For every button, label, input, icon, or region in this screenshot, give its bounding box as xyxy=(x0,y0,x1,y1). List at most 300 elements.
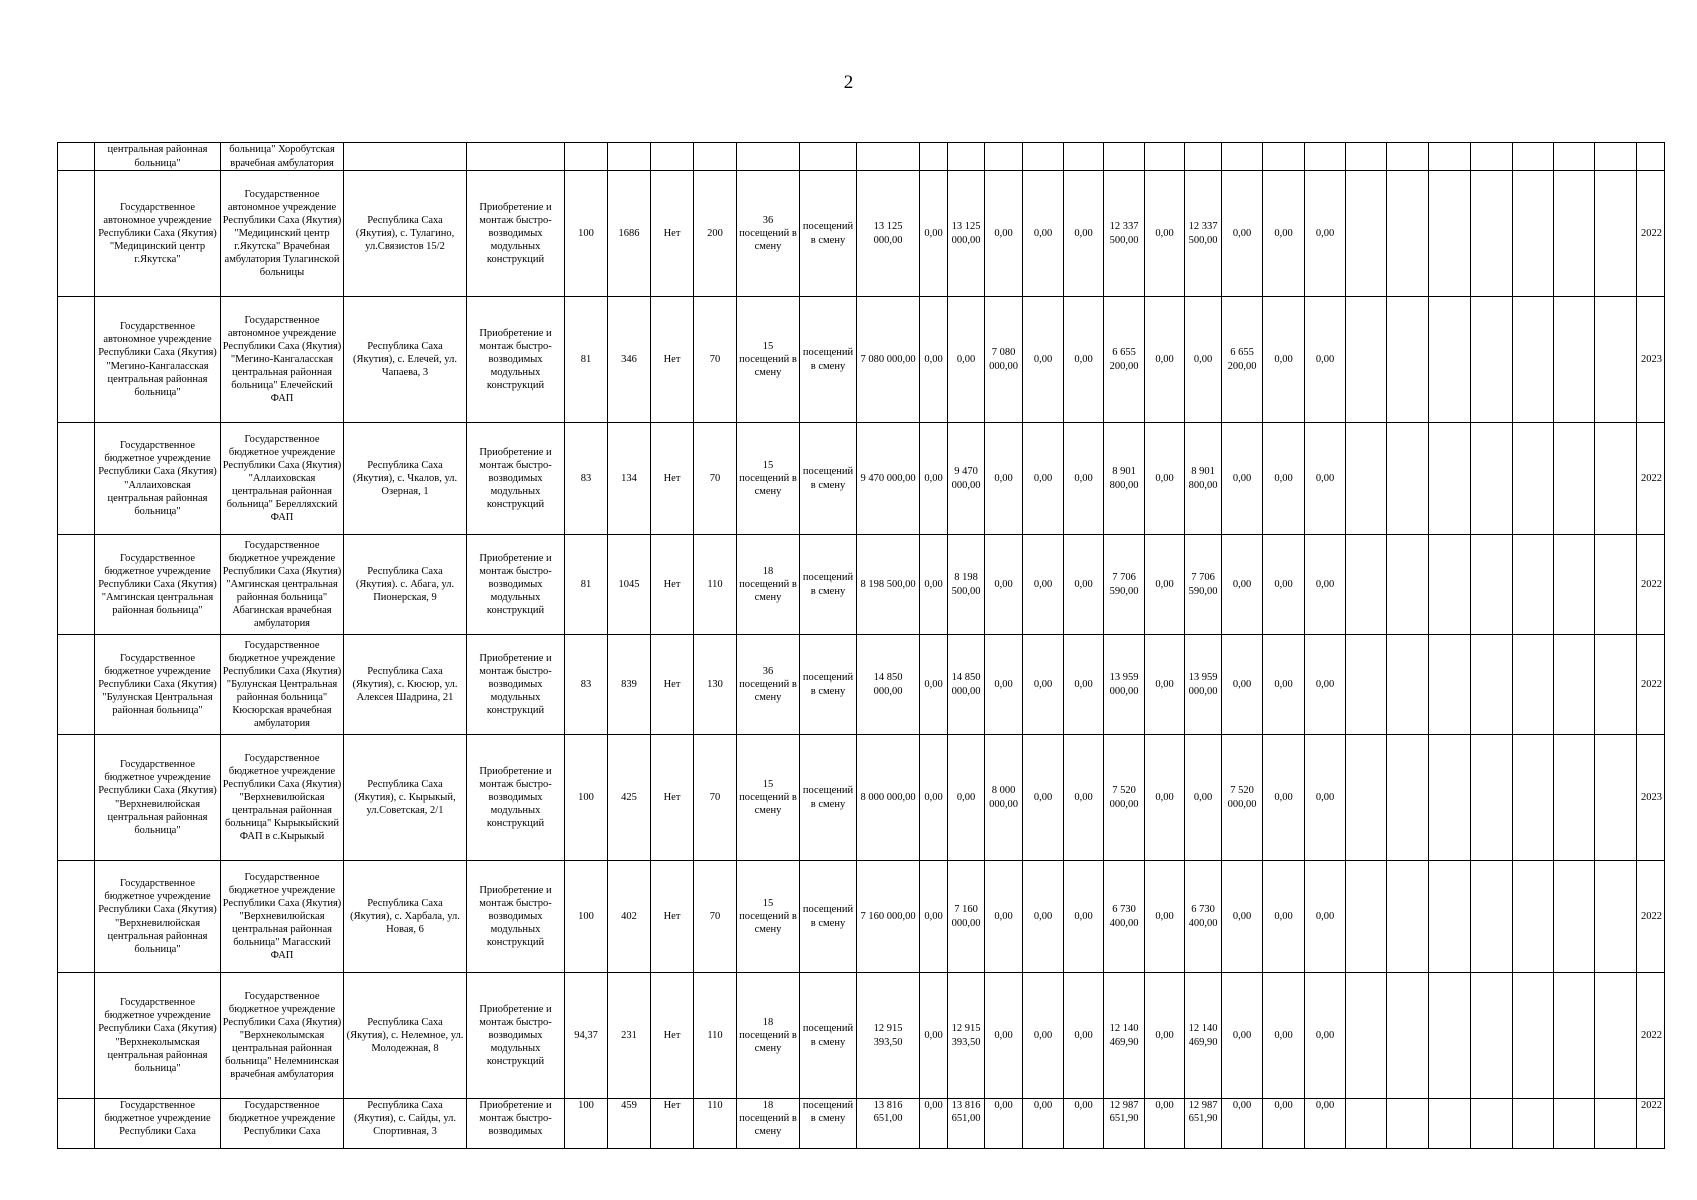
cell-blank xyxy=(1346,171,1387,297)
cell-blank xyxy=(467,143,565,171)
cell-facility: Государственное бюджетное учреждение Республики Саха (Якутия) "Верхнеколымская центральная районная больница" Нелемнинская врачебная амбулатория xyxy=(221,973,344,1099)
cell-blank xyxy=(1346,861,1387,973)
cell-organization: Государственное бюджетное учреждение Республики Саха (Якутия) "Верхневилюйская центральная районная больница" xyxy=(95,861,221,973)
cell-blank xyxy=(1595,535,1637,635)
cell-organization: Государственное автономное учреждение Республики Саха (Якутия) "Медицинский центр г.Якутска" xyxy=(95,171,221,297)
cell-area: 110 xyxy=(694,535,737,635)
cell-blank xyxy=(857,143,920,171)
cell-amount-c9: 12 987 651,90 xyxy=(1185,1099,1222,1149)
cell-blank xyxy=(1554,635,1595,735)
cell-blank xyxy=(1429,171,1471,297)
table-row xyxy=(58,297,1665,423)
cell-address: Республика Саха (Якутия), с. Кюсюр, ул. Алексея Шадрина, 21 xyxy=(344,635,467,735)
cell-amount-c5: 0,00 xyxy=(1023,735,1064,861)
cell-flag: Нет xyxy=(651,171,694,297)
cell-amount-c11: 0,00 xyxy=(1263,423,1305,535)
cell-unit: посещений в смену xyxy=(800,535,857,635)
cell-blank xyxy=(1554,171,1595,297)
cell-population: 839 xyxy=(608,635,651,735)
cell-flag: Нет xyxy=(651,973,694,1099)
cell-capacity: 15 посещений в смену xyxy=(737,735,800,861)
cell-amount-c4: 0,00 xyxy=(985,1099,1023,1149)
cell-amount-c7: 12 987 651,90 xyxy=(1104,1099,1145,1149)
cell-amount-c10: 0,00 xyxy=(1222,861,1263,973)
cell-area: 110 xyxy=(694,1099,737,1149)
cell-percent: 83 xyxy=(565,423,608,535)
cell-amount-c9: 0,00 xyxy=(1185,735,1222,861)
cell-blank xyxy=(1387,735,1429,861)
cell-blank xyxy=(1263,143,1305,171)
cell-blank xyxy=(58,973,95,1099)
cell-amount-c5: 0,00 xyxy=(1023,973,1064,1099)
cell-blank xyxy=(1346,635,1387,735)
cell-amount-c2: 0,00 xyxy=(920,973,948,1099)
cell-flag: Нет xyxy=(651,861,694,973)
cell-flag: Нет xyxy=(651,735,694,861)
cell-blank xyxy=(1513,297,1554,423)
cell-amount-c7: 7 706 590,00 xyxy=(1104,535,1145,635)
cell-amount-c11: 0,00 xyxy=(1263,171,1305,297)
cell-blank xyxy=(1145,143,1185,171)
cell-organization: Государственное бюджетное учреждение Республики Саха xyxy=(95,1099,221,1149)
cell-amount-c12: 0,00 xyxy=(1305,973,1346,1099)
cell-year: 2022 xyxy=(1637,1099,1665,1149)
cell-facility: Государственное автономное учреждение Республики Саха (Якутия) "Медицинский центр г.Якутска" Врачебная амбулатория Тулагинской больницы xyxy=(221,171,344,297)
cell-population: 459 xyxy=(608,1099,651,1149)
cell-address: Республика Саха (Якутия), с. Кырыкый, ул.Советская, 2/1 xyxy=(344,735,467,861)
cell-blank xyxy=(1554,535,1595,635)
cell-amount-c11: 0,00 xyxy=(1263,535,1305,635)
cell-amount-c3: 8 198 500,00 xyxy=(948,535,985,635)
cell-blank xyxy=(1064,143,1104,171)
cell-blank xyxy=(1429,735,1471,861)
cell-amount-c8: 0,00 xyxy=(1145,171,1185,297)
cell-amount-c10: 0,00 xyxy=(1222,535,1263,635)
cell-unit: посещений в смену xyxy=(800,635,857,735)
cell-organization: Государственное бюджетное учреждение Республики Саха (Якутия) "Булунская Центральная районная больница" xyxy=(95,635,221,735)
cell-amount-c4: 0,00 xyxy=(985,861,1023,973)
cell-amount-c11: 0,00 xyxy=(1263,635,1305,735)
cell-facility: Государственное бюджетное учреждение Республики Саха (Якутия) "Булунская Центральная районная больница" Кюсюрская врачебная амбулатория xyxy=(221,635,344,735)
cell-address: Республика Саха (Якутия), с. Тулагино, ул.Связистов 15/2 xyxy=(344,171,467,297)
cell-amount-c12: 0,00 xyxy=(1305,171,1346,297)
cell-blank xyxy=(1595,171,1637,297)
cell-area: 110 xyxy=(694,973,737,1099)
cell-year: 2022 xyxy=(1637,861,1665,973)
cell-facility: Государственное бюджетное учреждение Республики Саха (Якутия) "Верхневилюйская центральная районная больница" Магасский ФАП xyxy=(221,861,344,973)
cell-amount-c12: 0,00 xyxy=(1305,535,1346,635)
cell-amount-c10: 0,00 xyxy=(1222,423,1263,535)
cell-amount-c6: 0,00 xyxy=(1064,861,1104,973)
cell-amount-c3: 13 125 000,00 xyxy=(948,171,985,297)
cell-blank xyxy=(1513,1099,1554,1149)
cell-blank xyxy=(1346,973,1387,1099)
cell-amount-c5: 0,00 xyxy=(1023,297,1064,423)
cell-amount-c4: 0,00 xyxy=(985,423,1023,535)
cell-blank xyxy=(344,143,467,171)
cell-year: 2022 xyxy=(1637,635,1665,735)
cell-facility: Государственное бюджетное учреждение Республики Саха (Якутия) "Верхневилюйская центральная районная больница" Кырыкыйский ФАП в с.Кырыкый xyxy=(221,735,344,861)
cell-amount-c3: 0,00 xyxy=(948,297,985,423)
cell-population: 425 xyxy=(608,735,651,861)
cell-blank xyxy=(1513,143,1554,171)
cell-total-cost: 7 160 000,00 xyxy=(857,861,920,973)
cell-amount-c2: 0,00 xyxy=(920,423,948,535)
cell-blank xyxy=(1554,735,1595,861)
cell-blank xyxy=(1554,1099,1595,1149)
cell-blank xyxy=(1429,861,1471,973)
cell-amount-c11: 0,00 xyxy=(1263,1099,1305,1149)
cell-amount-c3: 0,00 xyxy=(948,735,985,861)
cell-blank xyxy=(920,143,948,171)
cell-address: Республика Саха (Якутия), с. Елечей, ул. Чапаева, 3 xyxy=(344,297,467,423)
cell-work-type: Приобретение и монтаж быстро-возводимых модульных конструкций xyxy=(467,861,565,973)
cell-amount-c2: 0,00 xyxy=(920,535,948,635)
cell-year: 2022 xyxy=(1637,973,1665,1099)
cell-organization: Государственное бюджетное учреждение Республики Саха (Якутия) "Верхнеколымская центральная районная больница" xyxy=(95,973,221,1099)
cell-unit: посещений в смену xyxy=(800,735,857,861)
cell-work-type: Приобретение и монтаж быстро-возводимых модульных конструкций xyxy=(467,635,565,735)
cell-amount-c8: 0,00 xyxy=(1145,973,1185,1099)
cell-blank xyxy=(1346,1099,1387,1149)
cell-amount-c8: 0,00 xyxy=(1145,635,1185,735)
cell-percent: 100 xyxy=(565,861,608,973)
cell-blank xyxy=(1513,535,1554,635)
cell-blank xyxy=(58,171,95,297)
cell-amount-c6: 0,00 xyxy=(1064,535,1104,635)
cell-blank xyxy=(58,143,95,171)
cell-blank xyxy=(1429,143,1471,171)
cell-blank xyxy=(1387,973,1429,1099)
cell-facility: Государственное бюджетное учреждение Республики Саха (Якутия) "Аллаиховская центральная районная больница" Берелляхский ФАП xyxy=(221,423,344,535)
cell-blank xyxy=(1595,297,1637,423)
cell-blank xyxy=(1346,297,1387,423)
cell-blank xyxy=(694,143,737,171)
cell-organization: Государственное автономное учреждение Республики Саха (Якутия) "Мегино-Кангаласская центральная районная больница" xyxy=(95,297,221,423)
cell-percent: 81 xyxy=(565,297,608,423)
cell-capacity: 15 посещений в смену xyxy=(737,297,800,423)
cell-amount-c2: 0,00 xyxy=(920,297,948,423)
cell-area: 70 xyxy=(694,861,737,973)
cell-amount-c12: 0,00 xyxy=(1305,735,1346,861)
cell-blank xyxy=(1513,635,1554,735)
cell-amount-c10: 6 655 200,00 xyxy=(1222,297,1263,423)
cell-blank xyxy=(1595,735,1637,861)
cell-blank xyxy=(1346,423,1387,535)
cell-amount-c5: 0,00 xyxy=(1023,861,1064,973)
cell-amount-c9: 8 901 800,00 xyxy=(1185,423,1222,535)
cell-amount-c3: 14 850 000,00 xyxy=(948,635,985,735)
cell-percent: 94,37 xyxy=(565,973,608,1099)
cell-total-cost: 7 080 000,00 xyxy=(857,297,920,423)
cell-amount-c6: 0,00 xyxy=(1064,973,1104,1099)
cell-blank xyxy=(1471,861,1513,973)
cell-total-cost: 13 125 000,00 xyxy=(857,171,920,297)
cell-blank xyxy=(1637,143,1665,171)
cell-blank xyxy=(1185,143,1222,171)
cell-blank xyxy=(1387,423,1429,535)
cell-blank xyxy=(1471,143,1513,171)
cell-amount-c11: 0,00 xyxy=(1263,973,1305,1099)
table-row xyxy=(58,861,1665,973)
cell-blank xyxy=(737,143,800,171)
cell-amount-c6: 0,00 xyxy=(1064,171,1104,297)
cell-amount-c7: 6 730 400,00 xyxy=(1104,861,1145,973)
cell-unit: посещений в смену xyxy=(800,973,857,1099)
cell-blank xyxy=(58,423,95,535)
cell-work-type: Приобретение и монтаж быстро-возводимых модульных конструкций xyxy=(467,535,565,635)
cell-blank xyxy=(1346,735,1387,861)
cell-amount-c9: 7 706 590,00 xyxy=(1185,535,1222,635)
cell-year: 2023 xyxy=(1637,297,1665,423)
cell-amount-c11: 0,00 xyxy=(1263,297,1305,423)
cell-organization: Государственное бюджетное учреждение Республики Саха (Якутия) "Аллаиховская центральная районная больница" xyxy=(95,423,221,535)
cell-facility: Государственное автономное учреждение Республики Саха (Якутия) "Мегино-Кангаласская центральная районная больница" Елечейский ФАП xyxy=(221,297,344,423)
cell-amount-c7: 12 140 469,90 xyxy=(1104,973,1145,1099)
cell-population: 402 xyxy=(608,861,651,973)
cell-blank xyxy=(1387,143,1429,171)
cell-amount-c2: 0,00 xyxy=(920,861,948,973)
cell-organization: Государственное бюджетное учреждение Республики Саха (Якутия) "Верхневилюйская центральная районная больница" xyxy=(95,735,221,861)
cell-amount-c4: 0,00 xyxy=(985,535,1023,635)
cell-blank xyxy=(1513,171,1554,297)
cell-blank xyxy=(1387,635,1429,735)
cell-flag: Нет xyxy=(651,1099,694,1149)
cell-blank xyxy=(1023,143,1064,171)
cell-amount-c5: 0,00 xyxy=(1023,635,1064,735)
cell-facility: больница" Хоробутская врачебная амбулатория xyxy=(221,143,344,171)
cell-amount-c7: 13 959 000,00 xyxy=(1104,635,1145,735)
cell-amount-c10: 0,00 xyxy=(1222,973,1263,1099)
cell-amount-c10: 7 520 000,00 xyxy=(1222,735,1263,861)
cell-amount-c6: 0,00 xyxy=(1064,735,1104,861)
cell-blank xyxy=(1222,143,1263,171)
cell-capacity: 18 посещений в смену xyxy=(737,535,800,635)
cell-population: 346 xyxy=(608,297,651,423)
cell-blank xyxy=(1554,143,1595,171)
cell-unit: посещений в смену xyxy=(800,423,857,535)
cell-population: 1045 xyxy=(608,535,651,635)
cell-blank xyxy=(651,143,694,171)
cell-blank xyxy=(1305,143,1346,171)
cell-amount-c2: 0,00 xyxy=(920,635,948,735)
cell-address: Республика Саха (Якутия), с. Нелемное, ул. Молодежная, 8 xyxy=(344,973,467,1099)
cell-area: 200 xyxy=(694,171,737,297)
cell-year: 2023 xyxy=(1637,735,1665,861)
cell-population: 231 xyxy=(608,973,651,1099)
cell-amount-c8: 0,00 xyxy=(1145,297,1185,423)
cell-flag: Нет xyxy=(651,297,694,423)
cell-amount-c10: 0,00 xyxy=(1222,635,1263,735)
cell-amount-c8: 0,00 xyxy=(1145,861,1185,973)
cell-blank xyxy=(1471,535,1513,635)
cell-blank xyxy=(1513,973,1554,1099)
table-row-continuation xyxy=(58,143,1665,171)
cell-blank xyxy=(1595,635,1637,735)
cell-area: 130 xyxy=(694,635,737,735)
table-row xyxy=(58,973,1665,1099)
cell-blank xyxy=(1554,861,1595,973)
cell-org: центральная районная больница" xyxy=(95,143,221,171)
cell-amount-c3: 7 160 000,00 xyxy=(948,861,985,973)
cell-year: 2022 xyxy=(1637,171,1665,297)
cell-flag: Нет xyxy=(651,423,694,535)
cell-amount-c3: 13 816 651,00 xyxy=(948,1099,985,1149)
cell-organization: Государственное бюджетное учреждение Республики Саха (Якутия) "Амгинская центральная районная больница" xyxy=(95,535,221,635)
cell-blank xyxy=(1513,735,1554,861)
cell-amount-c8: 0,00 xyxy=(1145,535,1185,635)
cell-total-cost: 9 470 000,00 xyxy=(857,423,920,535)
cell-capacity: 18 посещений в смену xyxy=(737,973,800,1099)
cell-blank xyxy=(1429,423,1471,535)
cell-facility: Государственное бюджетное учреждение Республики Саха (Якутия) "Амгинская центральная районная больница" Абагинская врачебная амбулатория xyxy=(221,535,344,635)
cell-percent: 100 xyxy=(565,735,608,861)
cell-amount-c12: 0,00 xyxy=(1305,635,1346,735)
cell-address: Республика Саха (Якутия). с. Абага, ул. Пионерская, 9 xyxy=(344,535,467,635)
cell-amount-c9: 6 730 400,00 xyxy=(1185,861,1222,973)
cell-blank xyxy=(1104,143,1145,171)
cell-blank xyxy=(1429,973,1471,1099)
cell-unit: посещений в смену xyxy=(800,297,857,423)
cell-blank xyxy=(1595,973,1637,1099)
cell-work-type: Приобретение и монтаж быстро-возводимых xyxy=(467,1099,565,1149)
cell-amount-c6: 0,00 xyxy=(1064,297,1104,423)
table-row xyxy=(58,423,1665,535)
cell-address: Республика Саха (Якутия), с. Харбала, ул. Новая, 6 xyxy=(344,861,467,973)
cell-year: 2022 xyxy=(1637,423,1665,535)
cell-amount-c12: 0,00 xyxy=(1305,1099,1346,1149)
cell-amount-c4: 0,00 xyxy=(985,635,1023,735)
cell-population: 134 xyxy=(608,423,651,535)
table-row xyxy=(58,171,1665,297)
cell-amount-c7: 8 901 800,00 xyxy=(1104,423,1145,535)
cell-blank xyxy=(1429,1099,1471,1149)
cell-blank xyxy=(58,297,95,423)
cell-amount-c5: 0,00 xyxy=(1023,423,1064,535)
cell-address: Республика Саха (Якутия), с. Сайды, ул. Спортивная, 3 xyxy=(344,1099,467,1149)
table-row xyxy=(58,535,1665,635)
cell-blank xyxy=(1429,635,1471,735)
cell-percent: 81 xyxy=(565,535,608,635)
cell-blank xyxy=(1595,423,1637,535)
cell-work-type: Приобретение и монтаж быстро-возводимых модульных конструкций xyxy=(467,297,565,423)
cell-capacity: 18 посещений в смену xyxy=(737,1099,800,1149)
cell-blank xyxy=(1595,861,1637,973)
cell-blank xyxy=(1471,1099,1513,1149)
page-number: 2 xyxy=(843,72,854,93)
cell-blank xyxy=(985,143,1023,171)
cell-amount-c11: 0,00 xyxy=(1263,735,1305,861)
cell-flag: Нет xyxy=(651,535,694,635)
cell-area: 70 xyxy=(694,423,737,535)
cell-blank xyxy=(58,635,95,735)
cell-unit: посещений в смену xyxy=(800,861,857,973)
cell-percent: 100 xyxy=(565,1099,608,1149)
cell-population: 1686 xyxy=(608,171,651,297)
cell-blank xyxy=(1387,535,1429,635)
cell-total-cost: 14 850 000,00 xyxy=(857,635,920,735)
cell-amount-c5: 0,00 xyxy=(1023,535,1064,635)
cell-blank xyxy=(1471,297,1513,423)
cell-blank xyxy=(1595,1099,1637,1149)
cell-amount-c12: 0,00 xyxy=(1305,423,1346,535)
cell-amount-c10: 0,00 xyxy=(1222,171,1263,297)
cell-blank xyxy=(58,861,95,973)
cell-amount-c7: 6 655 200,00 xyxy=(1104,297,1145,423)
cell-flag: Нет xyxy=(651,635,694,735)
cell-amount-c6: 0,00 xyxy=(1064,635,1104,735)
cell-blank xyxy=(1471,171,1513,297)
table-row xyxy=(58,1099,1665,1149)
cell-work-type: Приобретение и монтаж быстро-возводимых модульных конструкций xyxy=(467,735,565,861)
cell-amount-c6: 0,00 xyxy=(1064,1099,1104,1149)
cell-blank xyxy=(1471,735,1513,861)
cell-blank xyxy=(1471,635,1513,735)
cell-amount-c8: 0,00 xyxy=(1145,423,1185,535)
cell-amount-c2: 0,00 xyxy=(920,735,948,861)
cell-amount-c7: 12 337 500,00 xyxy=(1104,171,1145,297)
cell-blank xyxy=(608,143,651,171)
cell-capacity: 15 посещений в смену xyxy=(737,861,800,973)
cell-capacity: 36 посещений в смену xyxy=(737,171,800,297)
cell-amount-c3: 9 470 000,00 xyxy=(948,423,985,535)
cell-amount-c9: 0,00 xyxy=(1185,297,1222,423)
cell-amount-c12: 0,00 xyxy=(1305,297,1346,423)
cell-amount-c7: 7 520 000,00 xyxy=(1104,735,1145,861)
cell-amount-c9: 13 959 000,00 xyxy=(1185,635,1222,735)
cell-total-cost: 8 000 000,00 xyxy=(857,735,920,861)
cell-blank xyxy=(58,1099,95,1149)
cell-area: 70 xyxy=(694,735,737,861)
cell-amount-c3: 12 915 393,50 xyxy=(948,973,985,1099)
cell-blank xyxy=(1429,535,1471,635)
cell-blank xyxy=(565,143,608,171)
cell-amount-c5: 0,00 xyxy=(1023,171,1064,297)
cell-blank xyxy=(1554,297,1595,423)
cell-facility: Государственное бюджетное учреждение Республики Саха xyxy=(221,1099,344,1149)
cell-year: 2022 xyxy=(1637,535,1665,635)
cell-work-type: Приобретение и монтаж быстро-возводимых модульных конструкций xyxy=(467,973,565,1099)
facilities-table xyxy=(57,142,1665,1149)
cell-total-cost: 12 915 393,50 xyxy=(857,973,920,1099)
cell-blank xyxy=(1387,1099,1429,1149)
table-row xyxy=(58,635,1665,735)
cell-blank xyxy=(1387,861,1429,973)
cell-amount-c12: 0,00 xyxy=(1305,861,1346,973)
cell-blank xyxy=(1387,171,1429,297)
cell-amount-c11: 0,00 xyxy=(1263,861,1305,973)
cell-amount-c4: 0,00 xyxy=(985,171,1023,297)
cell-blank xyxy=(1471,973,1513,1099)
cell-blank xyxy=(1513,861,1554,973)
cell-area: 70 xyxy=(694,297,737,423)
cell-blank xyxy=(948,143,985,171)
cell-address: Республика Саха (Якутия), с. Чкалов, ул. Озерная, 1 xyxy=(344,423,467,535)
cell-blank xyxy=(1429,297,1471,423)
cell-amount-c2: 0,00 xyxy=(920,1099,948,1149)
cell-blank xyxy=(1346,143,1387,171)
cell-blank xyxy=(1595,143,1637,171)
cell-amount-c4: 0,00 xyxy=(985,973,1023,1099)
cell-percent: 100 xyxy=(565,171,608,297)
cell-work-type: Приобретение и монтаж быстро-возводимых модульных конструкций xyxy=(467,171,565,297)
cell-amount-c4: 8 000 000,00 xyxy=(985,735,1023,861)
cell-unit: посещений в смену xyxy=(800,171,857,297)
cell-work-type: Приобретение и монтаж быстро-возводимых модульных конструкций xyxy=(467,423,565,535)
cell-unit: посещений в смену xyxy=(800,1099,857,1149)
cell-blank xyxy=(1346,535,1387,635)
cell-total-cost: 8 198 500,00 xyxy=(857,535,920,635)
